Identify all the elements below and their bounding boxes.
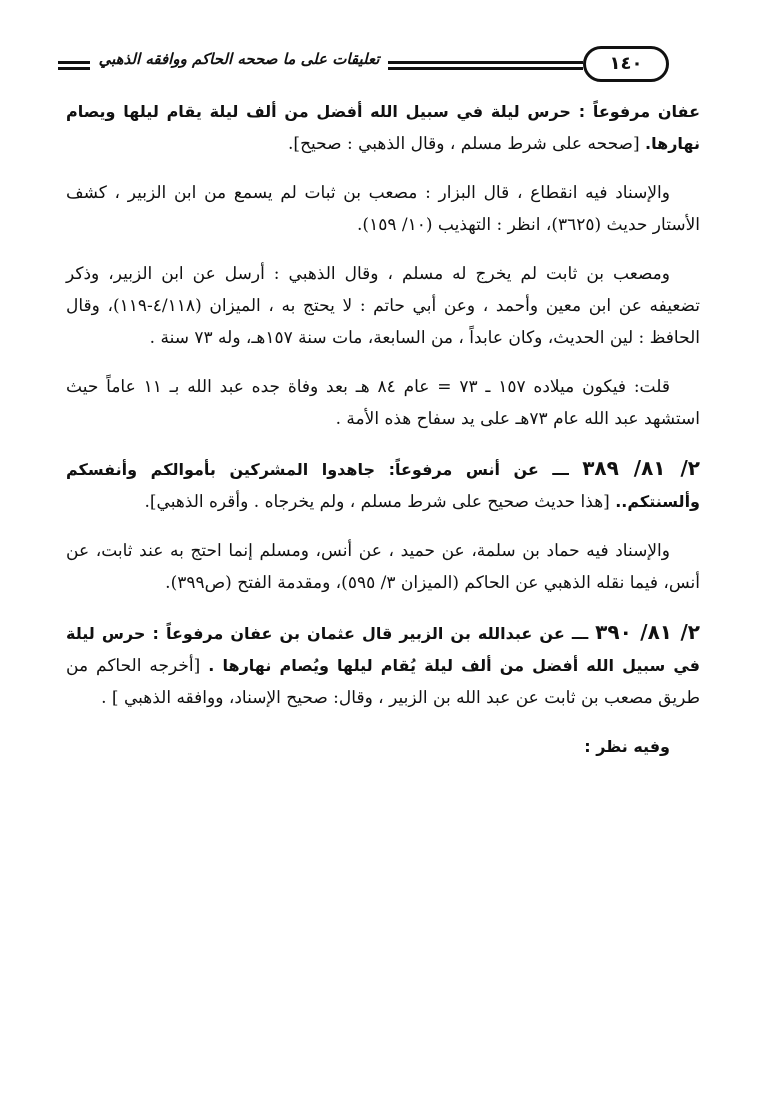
- page-number: ١٤٠: [583, 46, 669, 82]
- header-rule-left-bottom: [58, 67, 90, 70]
- header-rule-left-top: [58, 61, 90, 64]
- hadith-text: عفان مرفوعاً : حرس ليلة في سبيل الله أفضل من ألف ليلة يقام ليلها ويصام نهارها.: [66, 102, 700, 153]
- paragraph-2: والإسناد فيه انقطاع ، قال البزار : مصعب بن ثبات لم يسمع من ابن الزبير ، كشف الأستار حديث (٣٦٢٥)، انظر : التهذيب (١٠/ ١٥٩).: [66, 183, 700, 235]
- paragraph-4: قلت: فيكون ميلاده ١٥٧ ـ ٧٣ = عام ٨٤ هـ بعد وفاة جده عبد الله بـ ١١ عاماً حيث استشهد عبد الله عام ٧٣هـ على يد سفاح هذه الأمة .: [66, 377, 700, 429]
- header-rule-right-bottom: [388, 67, 583, 70]
- hadith-grading: [هذا حديث صحيح على شرط مسلم ، ولم يخرجاه . وأقره الذهبي].: [144, 492, 610, 512]
- paragraph-5: [66, 452, 700, 518]
- paragraph-1: [66, 96, 700, 160]
- hadith-text: ـــ عن أنس مرفوعاً: جاهدوا المشركين بأموالكم وأنفسكم وألسنتكم..: [66, 460, 700, 511]
- hadith-reference: ٢/ ٨١/ ٣٨٩: [582, 456, 700, 480]
- hadith-grading: [صححه على شرط مسلم ، وقال الذهبي : صحيح].: [288, 134, 640, 154]
- paragraph-8: وفيه نظر :: [584, 737, 670, 756]
- paragraph-7: [66, 616, 700, 714]
- header-title: تعليقات على ما صححه الحاكم ووافقه الذهبي: [98, 50, 380, 68]
- header-rule-right-top: [388, 61, 583, 64]
- hadith-text: ـــ عن عبدالله بن الزبير قال عثمان بن عفان مرفوعاً : حرس ليلة في سبيل الله أفضل من ألف ليلة يُقام ليلها ويُصام نهارها .: [66, 624, 701, 675]
- hadith-reference: ٢/ ٨١/ ٣٩٠: [595, 620, 700, 644]
- hadith-grading: [أخرجه الحاكم من طريق مصعب بن ثابت عن عبد الله بن الزبير ، وقال: صحيح الإسناد، ووافقه الذهبي ] .: [66, 656, 700, 708]
- paragraph-3: ومصعب بن ثابت لم يخرج له مسلم ، وقال الذهبي : أرسل عن ابن الزبير، وذكر تضعيفه عن ابن معين وأحمد ، وعن أبي حاتم : لا يحتج به ، الميزان (٤/١١٨-١١٩)، وقال الحافظ : لين الحديث، وكان عابداً ، من السابعة، مات سنة ١٥٧هـ، وله ٧٣ سنة .: [66, 264, 701, 348]
- page-header: [58, 46, 678, 80]
- page-body: [66, 96, 700, 780]
- paragraph-6: والإسناد فيه حماد بن سلمة، عن حميد ، عن أنس، ومسلم إنما احتج به عند ثابت، عن أنس، فيما نقله الذهبي عن الحاكم (الميزان ٣/ ٥٩٥)، ومقدمة الفتح (ص٣٩٩).: [66, 541, 700, 593]
